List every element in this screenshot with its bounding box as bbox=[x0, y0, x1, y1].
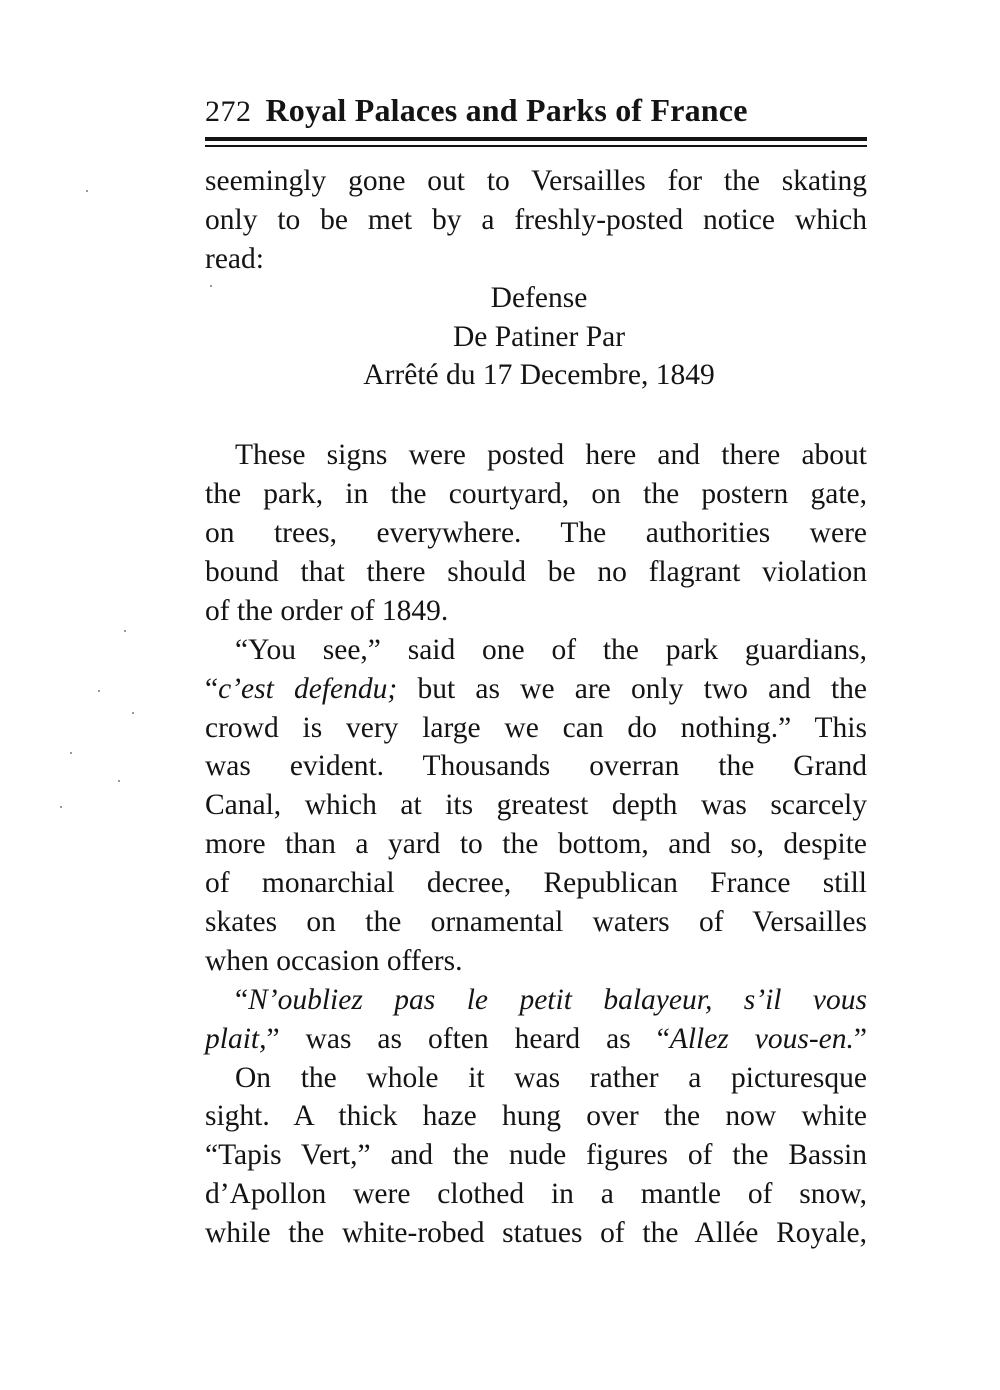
text-line bbox=[205, 981, 867, 1020]
header-rule-thick bbox=[205, 137, 867, 141]
text-line: On the whole it was rather a picturesque bbox=[235, 1061, 867, 1094]
italic-phrase: N’oubliez pas le petit balayeur, s’il vous bbox=[248, 983, 867, 1016]
text-line: the park, in the courtyard, on the postern gate, bbox=[205, 478, 867, 511]
text-line: while the white-robed statues of the Allée Royale, bbox=[205, 1217, 867, 1250]
italic-phrase: plait, bbox=[205, 1022, 267, 1055]
text-line: of the order of 1849. bbox=[205, 594, 449, 627]
scan-speck bbox=[86, 190, 88, 192]
body-text bbox=[205, 162, 867, 1253]
italic-phrase: c’est defendu; bbox=[218, 672, 398, 705]
text-line bbox=[205, 670, 867, 709]
page-header bbox=[205, 92, 867, 132]
text-fragment: but as we are only two and the bbox=[397, 672, 867, 705]
quote-mark: “ bbox=[205, 672, 219, 705]
notice-line: De Patiner Par bbox=[452, 320, 626, 353]
scan-speck bbox=[60, 806, 62, 808]
text-line: crowd is very large we can do nothing.” This bbox=[205, 711, 867, 744]
text-line: d’Apollon were clothed in a mantle of snow, bbox=[205, 1178, 867, 1211]
scan-speck bbox=[132, 712, 134, 714]
quote-mark: “ bbox=[235, 983, 249, 1016]
scan-speck bbox=[70, 752, 72, 754]
text-line: only to be met by a freshly-posted notice which bbox=[205, 203, 867, 236]
scan-speck bbox=[210, 285, 212, 287]
text-line: These signs were posted here and there about bbox=[235, 439, 867, 472]
notice-line: Arrêté du 17 Decembre, 1849 bbox=[363, 359, 715, 392]
header-rule-thin bbox=[205, 145, 867, 147]
text-fragment: ” was as often heard as “ bbox=[266, 1022, 670, 1055]
text-line: bound that there should be no flagrant violation bbox=[205, 556, 867, 589]
text-line: “You see,” said one of the park guardians, bbox=[235, 633, 867, 666]
page-number: 272 bbox=[205, 95, 252, 128]
paragraph-gap bbox=[205, 395, 867, 436]
running-title: Royal Palaces and Parks of France bbox=[265, 92, 748, 128]
text-line: when occasion offers. bbox=[205, 944, 463, 977]
quote-mark: ” bbox=[853, 1022, 867, 1055]
text-line: Canal, which at its greatest depth was scarcely bbox=[205, 789, 867, 822]
text-line: “Tapis Vert,” and the nude figures of the Bassin bbox=[205, 1139, 867, 1172]
text-line: was evident. Thousands overran the Grand bbox=[205, 750, 867, 783]
text-line: more than a yard to the bottom, and so, despite bbox=[205, 828, 867, 861]
text-line: seemingly gone out to Versailles for the skating bbox=[205, 165, 867, 197]
text-line: sight. A thick haze hung over the now white bbox=[205, 1100, 867, 1133]
text-line: of monarchial decree, Republican France still bbox=[205, 867, 867, 900]
scan-speck bbox=[98, 690, 100, 692]
text-line: on trees, everywhere. The authorities were bbox=[205, 517, 867, 550]
scan-speck bbox=[118, 780, 120, 782]
text-line bbox=[205, 1020, 867, 1059]
scan-speck bbox=[124, 630, 126, 632]
text-line: skates on the ornamental waters of Versailles bbox=[205, 906, 867, 939]
notice-line: Defense bbox=[490, 281, 588, 314]
italic-phrase: Allez vous-en. bbox=[669, 1022, 854, 1055]
text-line: read: bbox=[205, 242, 264, 275]
